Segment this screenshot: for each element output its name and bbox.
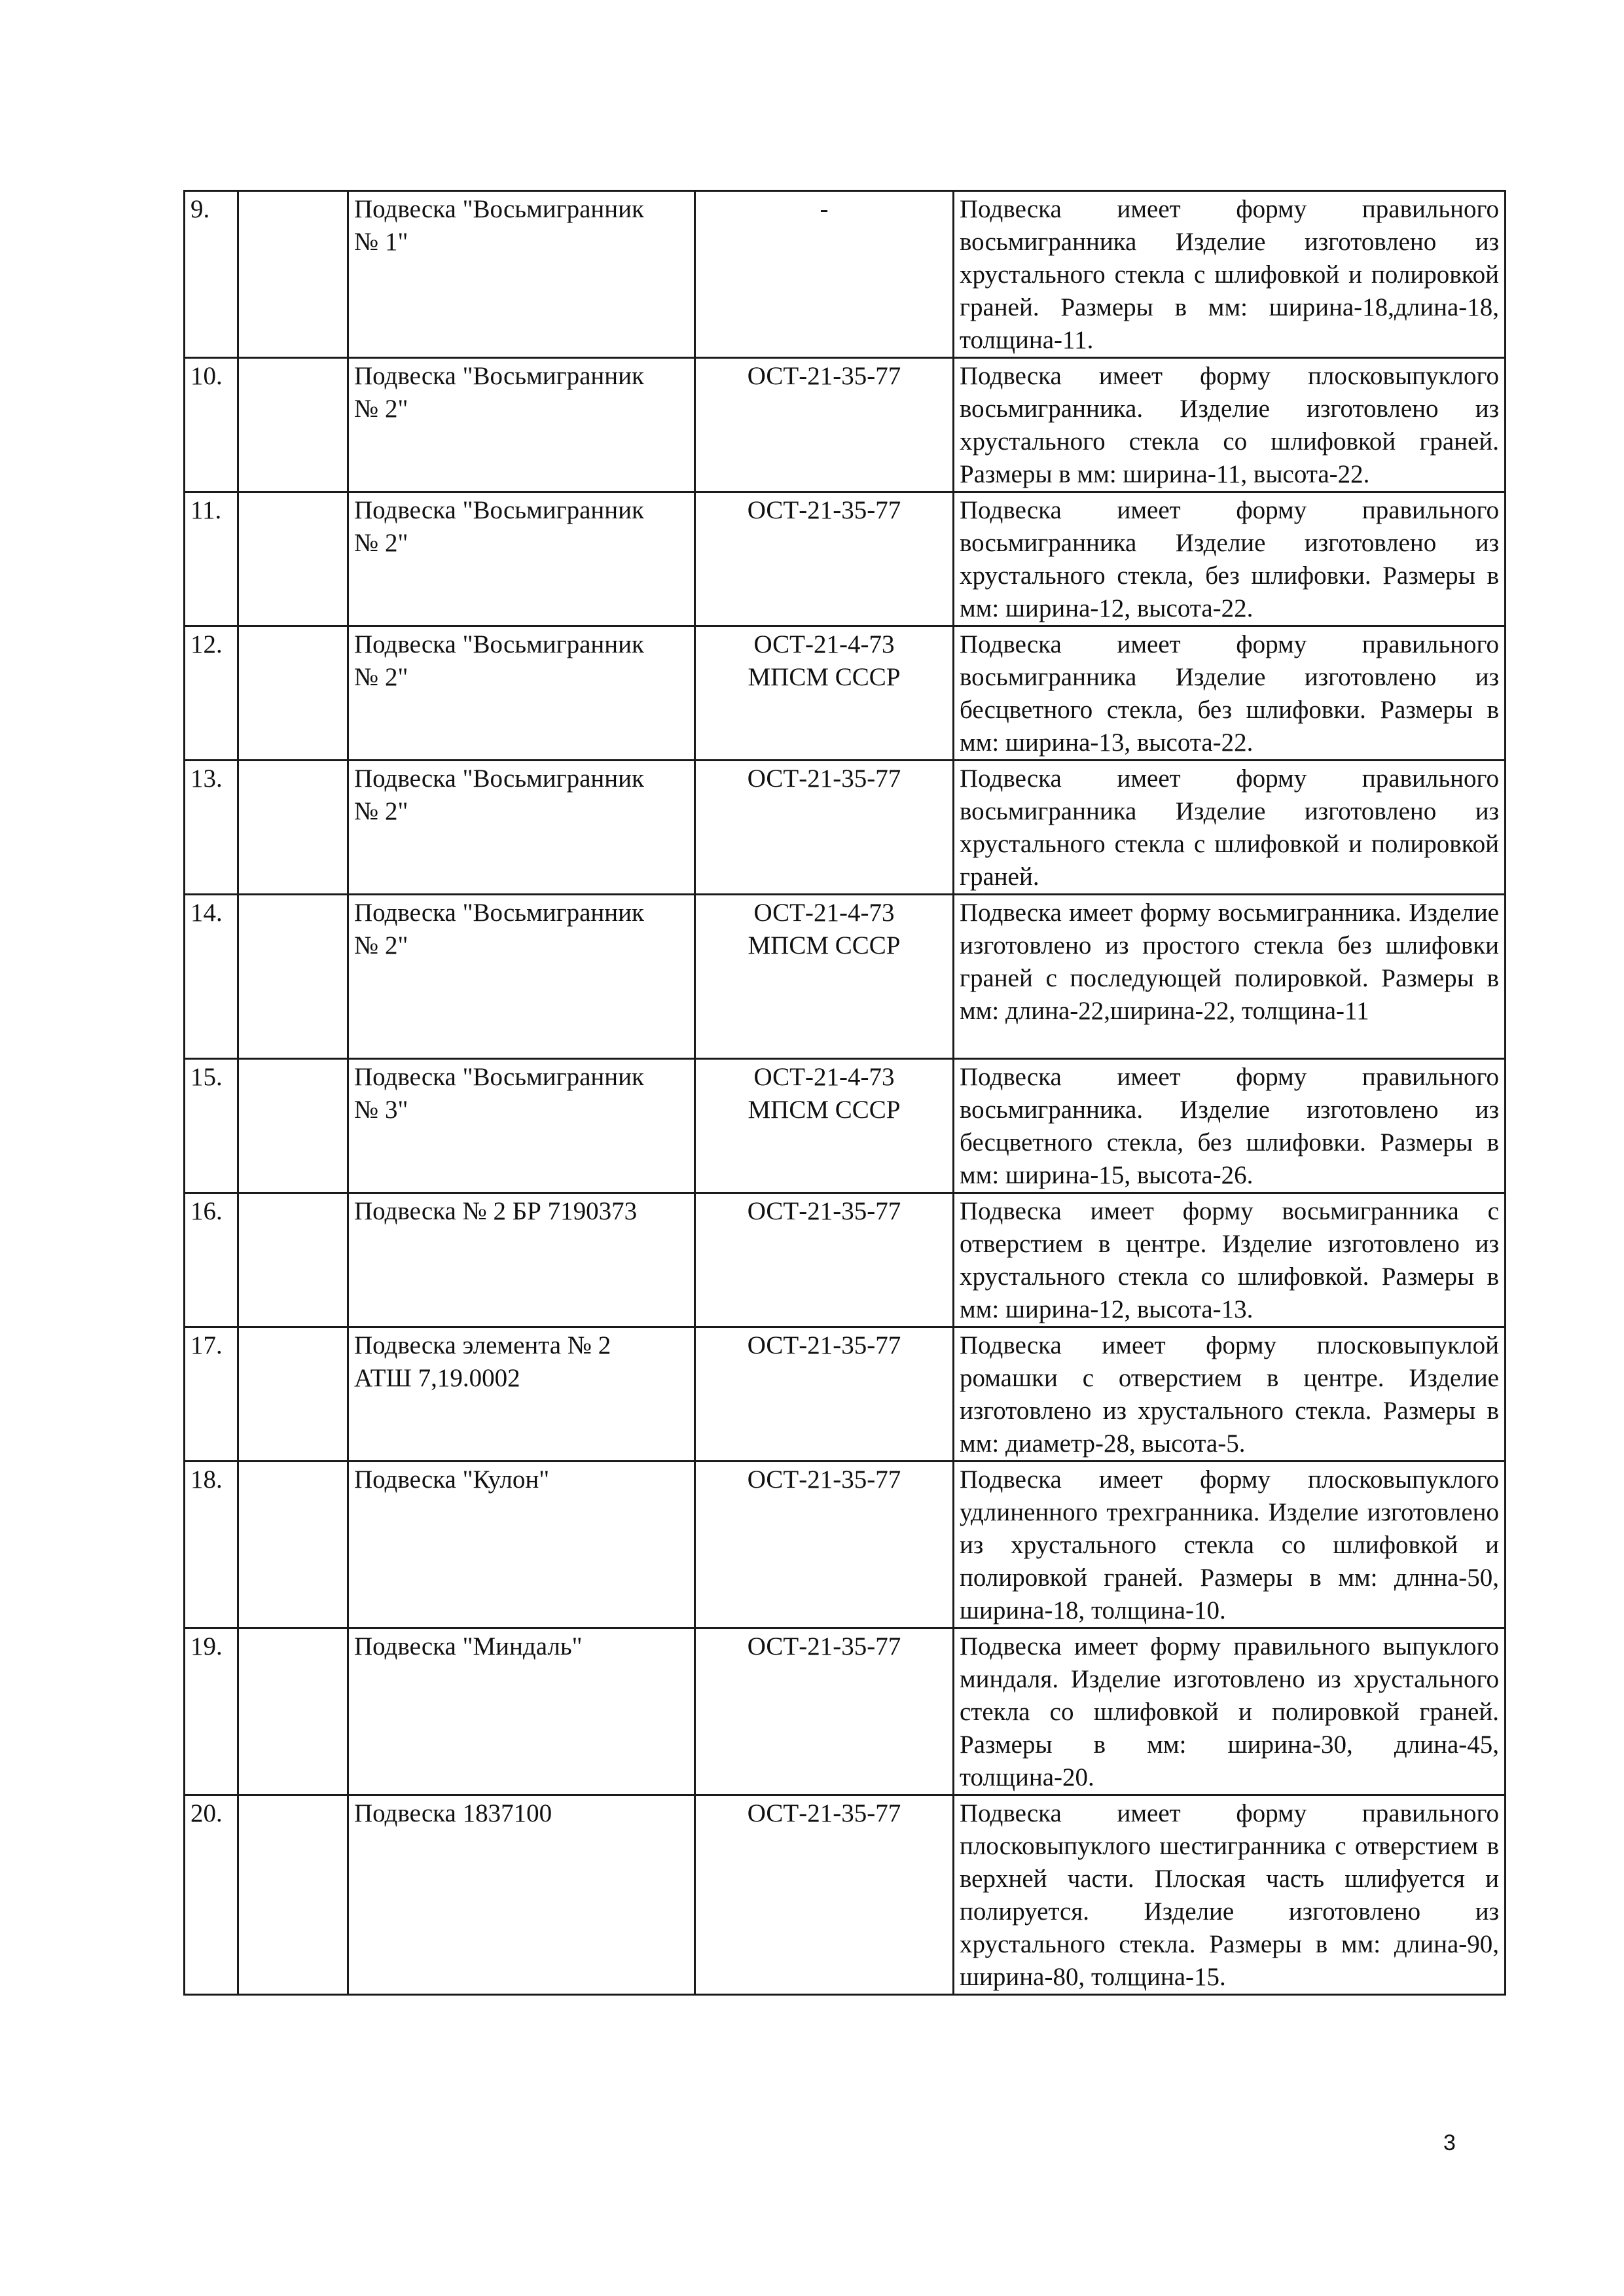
item-name: Подвеска "Восьмигранник № 2" [348,895,695,1059]
empty-cell [238,1193,348,1327]
item-name: Подвеска элемента № 2 АТШ 7,19.0002 [348,1327,695,1462]
empty-cell [238,626,348,761]
item-description: Подвеска имеет форму плосковыпуклого восьмигранника. Изделие изготовлено из хрустального стекла со шлифовкой граней. Размеры в мм: ширина-11, высота-22. [954,358,1506,492]
row-number: 18. [185,1462,238,1628]
item-description: Подвеска имеет форму плосковыпуклого удлиненного трехгранника. Изделие изготовлено из хрустального стекла со шлифовкой и полировкой граней. Размеры в мм: длнна-50, ширина-18, толщина-10. [954,1462,1506,1628]
item-description: Подвеска имеет форму правильного восьмигранника Изделие изготовлено из хрустального стекла с шлифовкой и полировкой граней. [954,761,1506,895]
item-standard: ОСТ-21-35-77 [695,492,954,626]
row-number: 10. [185,358,238,492]
empty-cell [238,358,348,492]
item-standard: ОСТ-21-4-73 МПСМ СССР [695,1059,954,1193]
item-name: Подвеска "Восьмигранник № 2" [348,626,695,761]
item-standard: ОСТ-21-35-77 [695,358,954,492]
table-row [185,1462,1506,1628]
table-row [185,1795,1506,1995]
row-number: 9. [185,191,238,358]
item-name: Подвеска "Кулон" [348,1462,695,1628]
table-row [185,626,1506,761]
row-number: 20. [185,1795,238,1995]
item-description: Подвеска имеет форму правильного плосковыпуклого шестигранника с отверстием в верхней части. Плоская часть шлифуется и полируется. Изделие изготовлено из хрустального стекла. Размеры в мм: длина-90, ширина-80, толщина-15. [954,1795,1506,1995]
empty-cell [238,1628,348,1795]
row-number: 12. [185,626,238,761]
item-name: Подвеска № 2 БР 7190373 [348,1193,695,1327]
item-description: Подвеска имеет форму правильного восьмигранника. Изделие изготовлено из бесцветного стекла, без шлифовки. Размеры в мм: ширина-15, высота-26. [954,1059,1506,1193]
row-number: 11. [185,492,238,626]
table-row [185,358,1506,492]
item-name: Подвеска "Восьмигранник № 1" [348,191,695,358]
item-standard: ОСТ-21-35-77 [695,1327,954,1462]
empty-cell [238,1059,348,1193]
table-row [185,895,1506,1059]
item-name: Подвеска "Восьмигранник № 2" [348,358,695,492]
row-number: 16. [185,1193,238,1327]
item-standard: ОСТ-21-35-77 [695,1193,954,1327]
item-description: Подвеска имеет форму правильного восьмигранника Изделие изготовлено из хрустального стекла с шлифовкой и полировкой граней. Размеры в мм: ширина-18,длина-18, толщина-11. [954,191,1506,358]
table-row [185,761,1506,895]
item-standard: ОСТ-21-4-73 МПСМ СССР [695,626,954,761]
item-name: Подвеска "Миндаль" [348,1628,695,1795]
row-number: 14. [185,895,238,1059]
item-description: Подвеска имеет форму правильного восьмигранника Изделие изготовлено из бесцветного стекла, без шлифовки. Размеры в мм: ширина-13, высота-22. [954,626,1506,761]
item-standard: - [695,191,954,358]
item-description: Подвеска имеет форму плосковыпуклой ромашки с отверстием в центре. Изделие изготовлено из хрустального стекла. Размеры в мм: диаметр-28, высота-5. [954,1327,1506,1462]
row-number: 13. [185,761,238,895]
row-number: 15. [185,1059,238,1193]
item-standard: ОСТ-21-35-77 [695,1462,954,1628]
row-number: 17. [185,1327,238,1462]
table-row [185,1327,1506,1462]
item-description: Подвеска имеет форму правильного выпуклого миндаля. Изделие изготовлено из хрустального стекла со шлифовкой и полировкой граней. Размеры в мм: ширина-30, длина-45, толщина-20. [954,1628,1506,1795]
item-description: Подвеска имеет форму восьмигранника. Изделие изготовлено из простого стекла без шлифовки граней с последующей полировкой. Размеры в мм: длина-22,ширина-22, толщина-11 [954,895,1506,1059]
item-name: Подвеска "Восьмигранник № 2" [348,761,695,895]
item-standard: ОСТ-21-35-77 [695,1795,954,1995]
table-row [185,1193,1506,1327]
empty-cell [238,1327,348,1462]
page-number: 3 [1443,2130,1456,2155]
table-row [185,191,1506,358]
item-name: Подвеска 1837100 [348,1795,695,1995]
item-name: Подвеска "Восьмигранник № 2" [348,492,695,626]
empty-cell [238,1795,348,1995]
item-standard: ОСТ-21-4-73 МПСМ СССР [695,895,954,1059]
item-standard: ОСТ-21-35-77 [695,1628,954,1795]
table-row [185,492,1506,626]
item-name: Подвеска "Восьмигранник № 3" [348,1059,695,1193]
empty-cell [238,191,348,358]
empty-cell [238,492,348,626]
empty-cell [238,761,348,895]
empty-cell [238,895,348,1059]
pendant-spec-table [183,190,1506,1996]
item-description: Подвеска имеет форму восьмигранника с отверстием в центре. Изделие изготовлено из хрустального стекла со шлифовкой. Размеры в мм: ширина-12, высота-13. [954,1193,1506,1327]
table-row [185,1059,1506,1193]
item-standard: ОСТ-21-35-77 [695,761,954,895]
table-row [185,1628,1506,1795]
item-description: Подвеска имеет форму правильного восьмигранника Изделие изготовлено из хрустального стекла, без шлифовки. Размеры в мм: ширина-12, высота-22. [954,492,1506,626]
empty-cell [238,1462,348,1628]
row-number: 19. [185,1628,238,1795]
